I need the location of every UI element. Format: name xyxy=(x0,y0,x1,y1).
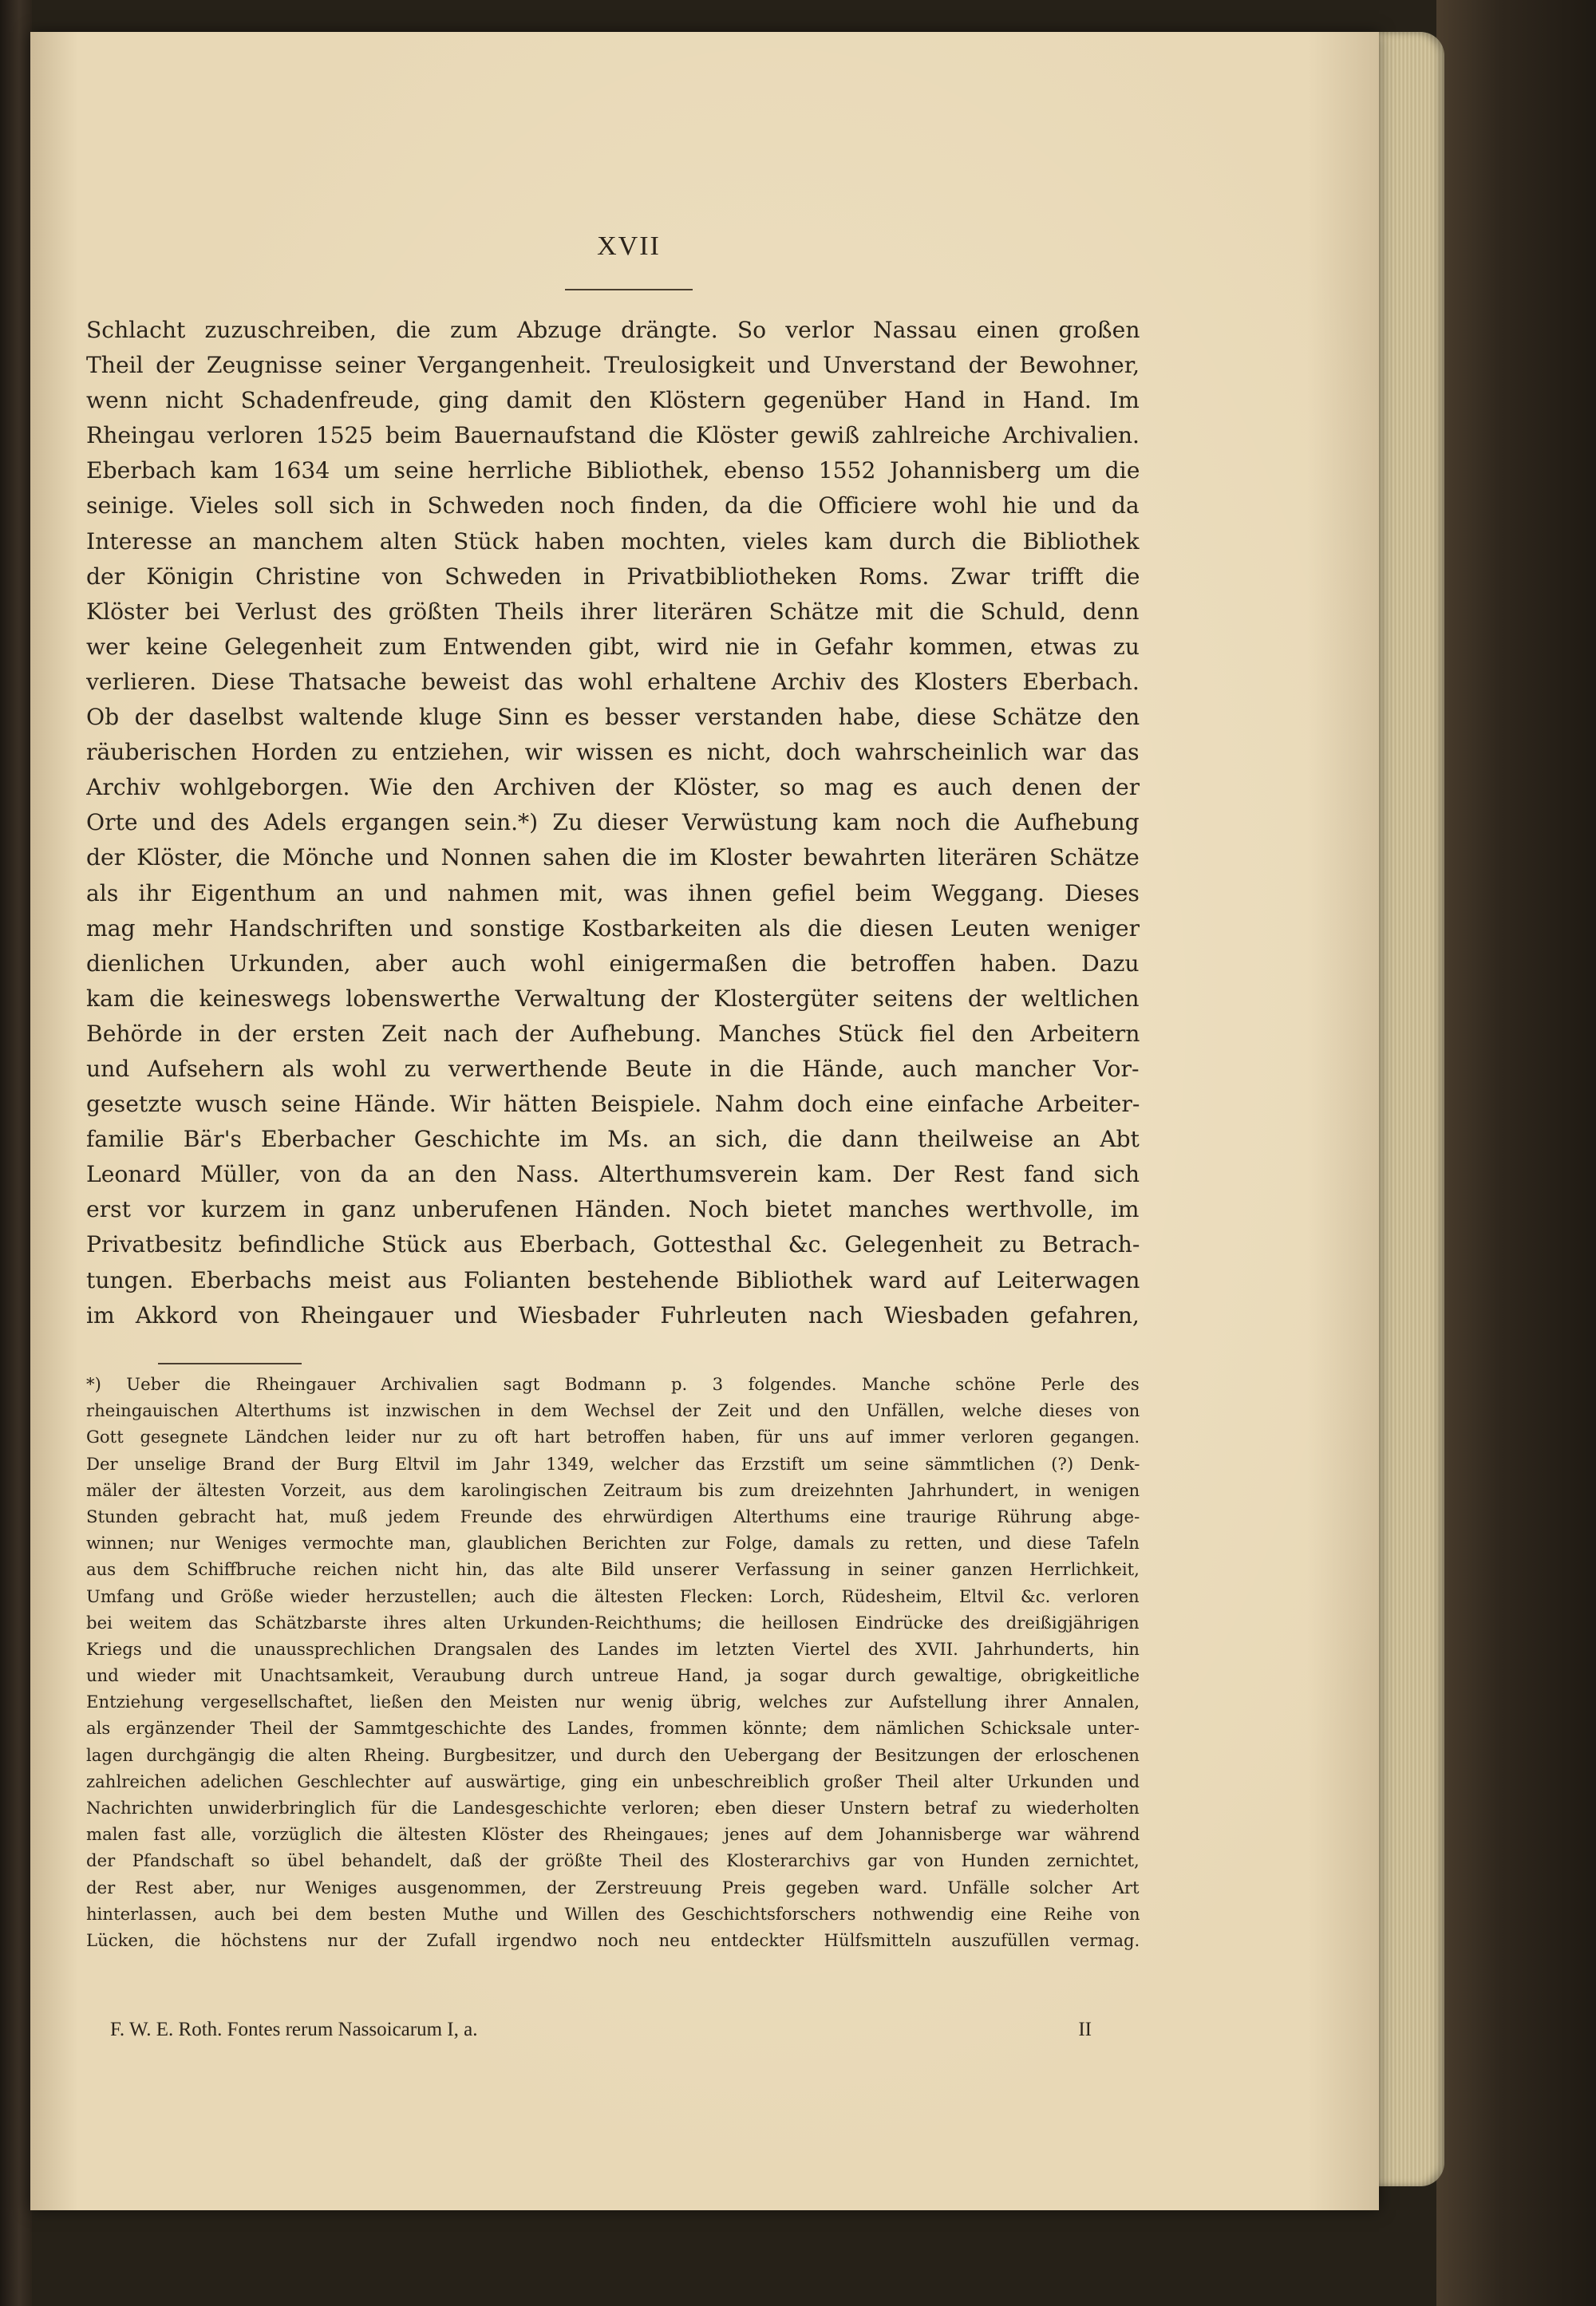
footnote xyxy=(86,1371,1140,1953)
text-line: und Aufsehern als wohl zu verwerthende Beute in die Hände, auch mancher Vor- xyxy=(86,1055,1140,1082)
footnote-line: Entziehung vergesellschaftet, ließen den Meisten nur wenig übrig, welches zur Aufstellung ihrer Annalen, xyxy=(86,1692,1140,1712)
book-cover-right xyxy=(1436,0,1596,2306)
footnote-line: Lücken, die höchstens nur der Zufall irgendwo noch neu entdeckter Hülfsmitteln auszufüllen vermag. xyxy=(86,1929,1140,1950)
book-page xyxy=(30,32,1379,2210)
text-line: verlieren. Diese Thatsache beweist das wohl erhaltene Archiv des Klosters Eberbach. xyxy=(86,668,1140,695)
footnote-line: aus dem Schiffbruche reichen nicht hin, das alte Bild unserer Verfassung in seiner ganzen Herrlichkeit, xyxy=(86,1559,1140,1580)
text-line: Interesse an manchem alten Stück haben mochten, vieles kam durch die Bibliothek xyxy=(86,527,1140,555)
sheet-number: II xyxy=(1078,2019,1092,2040)
footnote-rule xyxy=(158,1363,302,1364)
text-line: Rheingau verloren 1525 beim Bauernaufstand die Klöster gewiß zahlreiche Archivalien. xyxy=(86,422,1140,449)
footnote-line: mäler der ältesten Vorzeit, aus dem karolingischen Zeitraum bis zum dreizehnten Jahrhundert, in wenigen xyxy=(86,1479,1140,1500)
main-text xyxy=(86,313,1140,1333)
text-line: Schlacht zuzuschreiben, die zum Abzuge drängte. So verlor Nassau einen großen xyxy=(86,317,1140,343)
footnote-line: lagen durchgängig die alten Rheing. Burgbesitzer, und durch den Uebergang der Besitzungen der erloschenen xyxy=(86,1744,1140,1765)
text-line: Klöster bei Verlust des größten Theils ihrer literären Schätze mit die Schuld, denn xyxy=(86,598,1140,625)
footnote-line: hinterlassen, auch bei dem besten Muthe und Willen des Geschichtsforschers nothwendig eine Reihe von xyxy=(86,1903,1140,1924)
text-line: der Klöster, die Mönche und Nonnen sahen die im Kloster bewahrten literären Schätze xyxy=(86,844,1140,871)
text-line: seinige. Vieles soll sich in Schweden noch finden, da die Officiere wohl hie und da xyxy=(86,492,1140,519)
text-line: familie Bär's Eberbacher Geschichte im Ms. an sich, die dann theilweise an Abt xyxy=(86,1126,1140,1153)
footnote-line: Gott gesegnete Ländchen leider nur zu oft hart betroffen haben, für uns auf immer verloren gegangen. xyxy=(86,1427,1140,1447)
footnote-line: Der unselige Brand der Burg Eltvil im Jahr 1349, welcher das Erzstift um seine sämmtlichen (?) Denk- xyxy=(86,1453,1140,1474)
text-line: wer keine Gelegenheit zum Entwenden gibt, wird nie in Gefahr kommen, etwas zu xyxy=(86,633,1140,660)
text-line: Leonard Müller, von da an den Nass. Alterthumsverein kam. Der Rest fand sich xyxy=(86,1161,1140,1188)
page-number: XVII xyxy=(597,231,661,261)
footnote-line: Stunden gebracht hat, muß jedem Freunde des ehrwürdigen Alterthums eine traurige Rührung abge- xyxy=(86,1506,1140,1526)
footnote-line: zahlreichen adelichen Geschlechter auf auswärtige, ging ein unbeschreiblich großer Theil alter Urkunden und xyxy=(86,1771,1140,1791)
text-line: mag mehr Handschriften und sonstige Kostbarkeiten als die diesen Leuten weniger xyxy=(86,914,1140,942)
footnote-line: Kriegs und die unaussprechlichen Drangsalen des Landes im letzten Viertel des XVII. Jahrhunderts, hin xyxy=(86,1638,1140,1659)
text-line: Ob der daselbst waltende kluge Sinn es besser verstanden habe, diese Schätze den xyxy=(86,704,1140,731)
footnote-line: Umfang und Größe wieder herzustellen; auch die ältesten Flecken: Lorch, Rüdesheim, Eltvil &c. verloren xyxy=(86,1585,1140,1606)
text-line: wenn nicht Schadenfreude, ging damit den Klöstern gegenüber Hand in Hand. Im xyxy=(86,387,1140,414)
header-rule xyxy=(565,289,693,290)
footnote-line: der Pfandschaft so übel behandelt, daß der größte Theil des Klosterarchivs gar von Hunden zernichtet, xyxy=(86,1850,1140,1871)
footnote-line: als ergänzender Theil der Sammtgeschichte des Landes, frommen könnte; dem nämlichen Schicksale unter- xyxy=(86,1718,1140,1739)
footnote-line: malen fast alle, vorzüglich die ältesten Klöster des Rheingaues; jenes auf dem Johannisberge war während xyxy=(86,1824,1140,1845)
text-line: räuberischen Horden zu entziehen, wir wissen es nicht, doch wahrscheinlich war das xyxy=(86,739,1140,766)
text-line: Behörde in der ersten Zeit nach der Aufhebung. Manches Stück fiel den Arbeitern xyxy=(86,1020,1140,1047)
text-line: als ihr Eigenthum an und nahmen mit, was ihnen gefiel beim Weggang. Dieses xyxy=(86,879,1140,906)
text-line: tungen. Eberbachs meist aus Folianten bestehende Bibliothek ward auf Leiterwagen xyxy=(86,1266,1140,1293)
footnote-line: bei weitem das Schätzbarste ihres alten Urkunden-Reichthums; die heillosen Eindrücke des dreißigjährigen xyxy=(86,1612,1140,1633)
footnote-line: winnen; nur Weniges vermochte man, glaublichen Berichten zur Folge, damals zu retten, und diese Tafeln xyxy=(86,1533,1140,1554)
footnote-line: Nachrichten unwiderbringlich für die Landesgeschichte verloren; eben dieser Unstern betraf zu wiederholten xyxy=(86,1798,1140,1818)
text-line: Archiv wohlgeborgen. Wie den Archiven der Klöster, so mag es auch denen der xyxy=(86,774,1140,801)
text-line: Privatbesitz befindliche Stück aus Eberbach, Gottesthal &c. Gelegenheit zu Betrach- xyxy=(86,1231,1140,1258)
footnote-line: und wieder mit Unachtsamkeit, Veraubung durch untreue Hand, ja sogar durch gewaltige, obrigkeitliche xyxy=(86,1665,1140,1686)
text-line: erst vor kurzem in ganz unberufenen Händen. Noch bietet manches werthvolle, im xyxy=(86,1196,1140,1223)
text-line: der Königin Christine von Schweden in Privatbibliotheken Roms. Zwar trifft die xyxy=(86,563,1140,590)
text-line: Theil der Zeugnisse seiner Vergangenheit. Treulosigkeit und Unverstand der Bewohner, xyxy=(86,352,1140,379)
text-line: gesetzte wusch seine Hände. Wir hätten Beispiele. Nahm doch eine einfache Arbeiter- xyxy=(86,1091,1140,1118)
book-binding-left xyxy=(0,0,32,2306)
text-line: dienlichen Urkunden, aber auch wohl einigermaßen die betroffen haben. Dazu xyxy=(86,950,1140,977)
text-line: im Akkord von Rheingauer und Wiesbader Fuhrleuten nach Wiesbaden gefahren, xyxy=(86,1301,1140,1329)
footnote-line: *) Ueber die Rheingauer Archivalien sagt Bodmann p. 3 folgendes. Manche schöne Perle des xyxy=(86,1374,1140,1394)
footnote-line: der Rest aber, nur Weniges ausgenommen, der Zerstreuung Preis gegeben ward. Unfälle solcher Art xyxy=(86,1877,1140,1897)
text-line: Eberbach kam 1634 um seine herrliche Bibliothek, ebenso 1552 Johannisberg um die xyxy=(86,457,1140,484)
text-line: kam die keineswegs lobenswerthe Verwaltung der Klostergüter seitens der weltlichen xyxy=(86,985,1140,1012)
footnote-line: rheingauischen Alterthums ist inzwischen in dem Wechsel der Zeit und den Unfällen, welche dieses von xyxy=(86,1400,1140,1421)
signature-text: F. W. E. Roth. Fontes rerum Nassoicarum I, a. xyxy=(110,2019,478,2040)
text-line: Orte und des Adels ergangen sein.*) Zu dieser Verwüstung kam noch die Aufhebung xyxy=(86,809,1140,836)
